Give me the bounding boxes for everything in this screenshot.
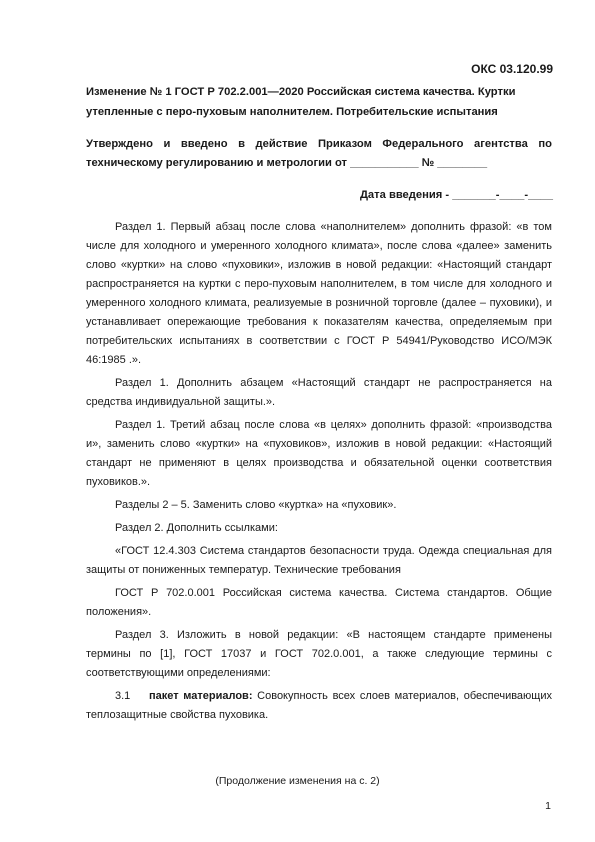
oks-code: ОКС 03.120.99 [471, 62, 553, 76]
effective-date: Дата введения - _______-____-____ [359, 189, 553, 201]
approval-statement: Утверждено и введено в действие Приказом Федерального агентства по техническому регулированию и метрологии от ___________ № ________ [86, 138, 552, 169]
paragraph: Раздел 2. Дополнить ссылками: [115, 522, 278, 534]
paragraph: Разделы 2 – 5. Заменить слово «куртка» на «пуховик». [115, 499, 397, 511]
paragraph: Раздел 1. Дополнить абзацем «Настоящий стандарт не распространяется на средства индивидуальной защиты.». [86, 377, 552, 408]
paragraph: Раздел 1. Первый абзац после слова «наполнителем» дополнить фразой: «в том числе для холодного и умеренного холодного климата», после слова «далее» заменить слово «куртки» на слово «пуховики», изложив в новой редакции: «Настоящий стандарт распространяется на куртки с перо-пуховым наполнителем, в том числе для холодного и умеренного холодного климата, реализуемые в розничной торговле (далее – пуховики), и устанавливает опережающие требования к показателям качества, определяемым при потребительских испытаниях в соответствии с ГОСТ Р 54941/Руководство ИСО/МЭК 46:1985 .». [86, 221, 552, 366]
paragraph: «ГОСТ 12.4.303 Система стандартов безопасности труда. Одежда специальная для защиты от пониженных температур. Технические требования [86, 545, 552, 576]
paragraph: ГОСТ Р 702.0.001 Российская система качества. Система стандартов. Общие положения». [86, 587, 552, 618]
page-number: 1 [545, 800, 551, 812]
document-title: Изменение № 1 ГОСТ Р 702.2.001—2020 Российская система качества. Куртки утепленные с перо-пуховым наполнителем. Потребительские испытания [86, 86, 516, 118]
paragraph: Раздел 1. Третий абзац после слова «в целях» дополнить фразой: «производства и», заменить слово «куртки» на «пуховиков», изложив в новой редакции: «Настоящий стандарт не применяют в целях производства и обязательной оценки соответствия пуховиков.». [86, 419, 552, 488]
paragraph: Раздел 3. Изложить в новой редакции: «В настоящем стандарте применены термины по [1], ГОСТ 17037 и ГОСТ 702.0.001, а также следующие термины с соответствующими определениями: [86, 629, 552, 679]
term-name: пакет материалов: [148, 690, 253, 702]
term-definition [86, 687, 552, 725]
term-text: Совокупность всех слоев материалов, обеспечивающих теплозащитные свойства пуховика. [86, 690, 552, 721]
term-number: 3.1 [115, 690, 131, 702]
continuation-note: (Продолжение изменения на с. 2) [215, 775, 380, 787]
document-body [86, 218, 552, 729]
